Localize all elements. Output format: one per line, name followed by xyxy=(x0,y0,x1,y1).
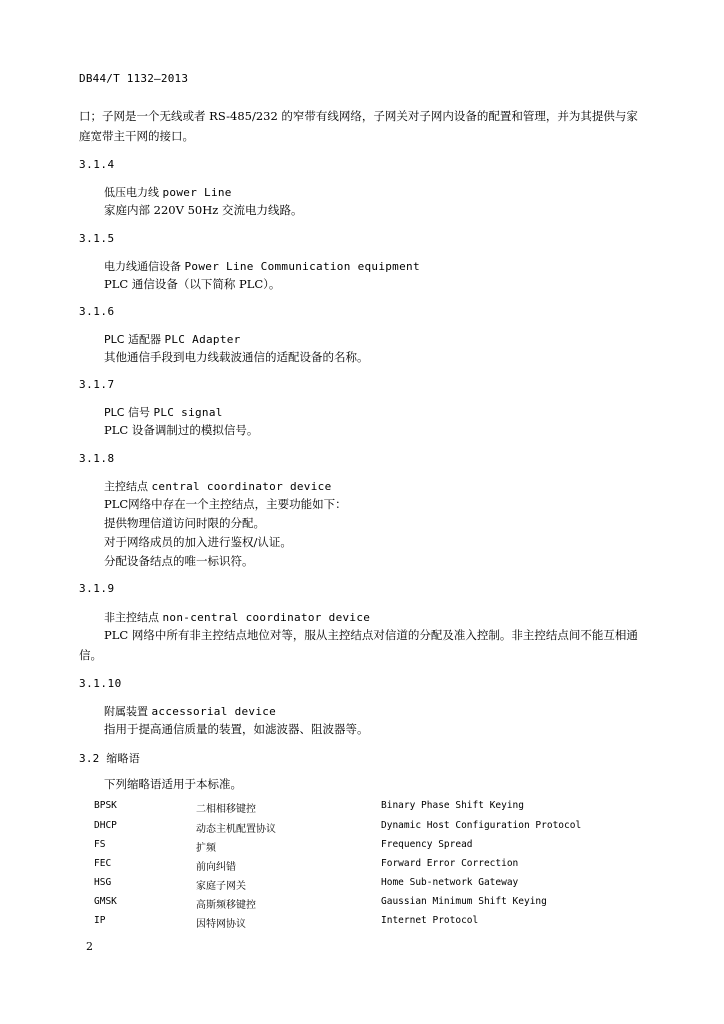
abbr-code: DHCP xyxy=(94,820,117,831)
abbr-chinese: 因特网协议 xyxy=(196,919,246,930)
term-definition: PLC 网络中所有非主控结点地位对等，服从主控结点对信道的分配及准入控制。非主控结点间不能互相通信。 xyxy=(79,628,638,662)
section-number: 3.1.8 xyxy=(79,452,115,465)
term-definition: 对于网络成员的加入进行鉴权/认证。 xyxy=(104,535,292,549)
abbr-chinese: 动态主机配置协议 xyxy=(196,824,276,835)
term-zh: 主控结点 xyxy=(104,480,148,493)
section-number: 3.1.7 xyxy=(79,378,115,391)
term-en: PLC Adapter xyxy=(164,333,241,346)
term-heading xyxy=(104,703,276,719)
abbreviation-row xyxy=(94,800,654,816)
term-heading xyxy=(104,331,241,347)
abbreviation-row xyxy=(94,915,654,931)
doc-code-header: DB44/T 1132—2013 xyxy=(79,72,189,85)
abbreviation-row xyxy=(94,839,654,855)
term-definition: 指用于提高通信质量的装置，如滤波器、阻波器等。 xyxy=(104,722,369,736)
term-zh: 低压电力线 xyxy=(104,186,159,199)
abbr-english: Binary Phase Shift Keying xyxy=(381,800,524,811)
abbr-english: Internet Protocol xyxy=(381,915,479,926)
abbr-code: HSG xyxy=(94,877,112,888)
abbr-english: Gaussian Minimum Shift Keying xyxy=(381,896,547,907)
abbr-english: Frequency Spread xyxy=(381,839,473,850)
term-definition: 家庭内部 220V 50Hz 交流电力线路。 xyxy=(104,203,303,217)
abbreviation-row xyxy=(94,877,654,893)
term-en: central coordinator device xyxy=(151,480,332,493)
abbr-chinese: 扩频 xyxy=(196,843,216,854)
term-en: Power Line Communication equipment xyxy=(184,260,420,273)
term-zh: PLC 适配器 xyxy=(104,333,161,346)
section-number: 3.1.4 xyxy=(79,158,115,171)
abbr-code: BPSK xyxy=(94,800,117,811)
page-number: 2 xyxy=(86,940,93,953)
term-heading xyxy=(104,478,332,494)
abbr-chinese: 二相相移键控 xyxy=(196,804,256,815)
term-zh: 电力线通信设备 xyxy=(104,260,181,273)
abbreviation-row xyxy=(94,820,654,836)
abbr-chinese: 前向纠错 xyxy=(196,862,236,873)
abbreviation-row xyxy=(94,858,654,874)
section-number: 3.1.9 xyxy=(79,582,115,595)
abbr-english: Forward Error Correction xyxy=(381,858,519,869)
term-definition: 提供物理信道访问时限的分配。 xyxy=(104,516,265,530)
abbreviation-row xyxy=(94,896,654,912)
abbr-code: GMSK xyxy=(94,896,117,907)
abbr-chinese: 高斯频移键控 xyxy=(196,900,256,911)
term-en: power Line xyxy=(162,186,232,199)
term-definition: PLC 通信设备（以下简称 PLC）。 xyxy=(104,277,281,291)
term-definition: 其他通信手段到电力线载波通信的适配设备的名称。 xyxy=(104,350,369,364)
section-number: 3.1.5 xyxy=(79,232,115,245)
abbr-english: Home Sub-network Gateway xyxy=(381,877,519,888)
term-zh: 非主控结点 xyxy=(104,611,159,624)
intro-paragraph: 口；子网是一个无线或者 RS-485/232 的窄带有线网络，子网关对子网内设备的配置和管理，并为其提供与家庭宽带主干网的接口。 xyxy=(79,109,638,143)
term-en: PLC signal xyxy=(153,406,223,419)
term-en: non-central coordinator device xyxy=(162,611,371,624)
term-zh: 附属装置 xyxy=(104,705,148,718)
term-heading xyxy=(104,258,420,274)
abbr-chinese: 家庭子网关 xyxy=(196,881,246,892)
section-number: 3.1.6 xyxy=(79,305,115,318)
abbreviations-intro: 下列缩略语适用于本标准。 xyxy=(104,777,242,791)
term-heading xyxy=(104,609,370,625)
term-en: accessorial device xyxy=(151,705,277,718)
abbr-english: Dynamic Host Configuration Protocol xyxy=(381,820,582,831)
section-number: 3.1.10 xyxy=(79,677,122,690)
term-definition: PLC 设备调制过的模拟信号。 xyxy=(104,423,259,437)
abbr-code: IP xyxy=(94,915,106,926)
abbr-code: FEC xyxy=(94,858,112,869)
section-heading-abbreviations: 3.2 缩略语 xyxy=(79,752,140,765)
term-heading xyxy=(104,404,223,420)
term-definition: PLC网络中存在一个主控结点，主要功能如下： xyxy=(104,497,347,511)
term-definition: 分配设备结点的唯一标识符。 xyxy=(104,554,254,568)
abbr-code: FS xyxy=(94,839,106,850)
term-zh: PLC 信号 xyxy=(104,406,150,419)
term-heading xyxy=(104,184,232,200)
